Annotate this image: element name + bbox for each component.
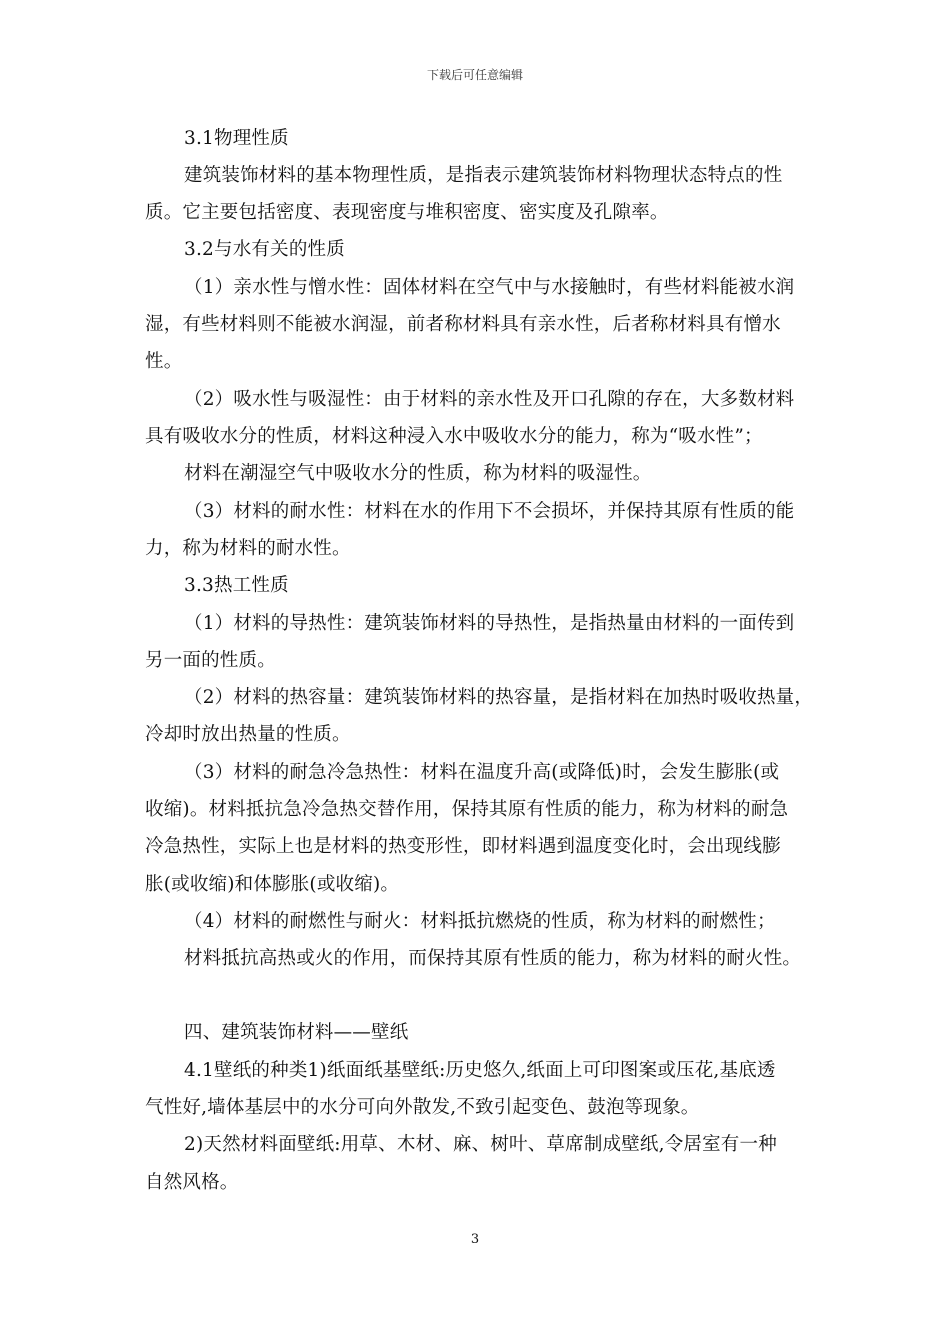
paragraph-line: 胀(或收缩)和体膨胀(或收缩)。: [145, 874, 400, 895]
paragraph-line: 自然风格。: [145, 1172, 239, 1193]
paragraph-line: 另一面的性质。: [145, 650, 276, 671]
section-heading: 3.1物理性质: [184, 128, 289, 149]
paragraph-line: （2）材料的热容量：建筑装饰材料的热容量，是指材料在加热时吸收热量，: [184, 687, 814, 708]
paragraph-line: 冷急热性，实际上也是材料的热变形性，即材料遇到温度变化时，会出现线膨: [145, 836, 781, 857]
paragraph-line: （2）吸水性与吸湿性：由于材料的亲水性及开口孔隙的存在，大多数材料: [184, 389, 795, 410]
paragraph-line: （4）材料的耐燃性与耐火：材料抵抗燃烧的性质，称为材料的耐燃性；: [184, 911, 776, 932]
paragraph-line: 质。它主要包括密度、表现密度与堆积密度、密实度及孔隙率。: [145, 202, 669, 223]
page-header: 下载后可任意编辑: [426, 68, 523, 82]
paragraph-line: 具有吸收水分的性质，材料这种浸入水中吸收水分的能力，称为“吸水性”；: [145, 426, 763, 447]
paragraph-line: （3）材料的耐急冷急热性：材料在温度升高(或降低)时，会发生膨胀(或: [184, 762, 780, 783]
paragraph-line: 气性好,墙体基层中的水分可向外散发,不致引起变色、鼓泡等现象。: [145, 1097, 700, 1118]
paragraph-line: （1）材料的导热性：建筑装饰材料的导热性，是指热量由材料的一面传到: [184, 613, 795, 634]
paragraph-line: （3）材料的耐水性：材料在水的作用下不会损坏，并保持其原有性质的能: [184, 501, 795, 522]
paragraph-line: 建筑装饰材料的基本物理性质，是指表示建筑装饰材料物理状态特点的性: [184, 165, 783, 186]
paragraph-line: 湿，有些材料则不能被水润湿，前者称材料具有亲水性，后者称材料具有憎水: [145, 314, 781, 335]
paragraph-line: 冷却时放出热量的性质。: [145, 724, 351, 745]
page-number: 3: [470, 1232, 480, 1247]
chapter-heading: 四、建筑装饰材料——壁纸: [184, 1022, 409, 1043]
paragraph-line: 4.1壁纸的种类1)纸面纸基壁纸:历史悠久,纸面上可印图案或压花,基底透: [184, 1060, 776, 1081]
paragraph-line: 性。: [145, 351, 183, 372]
paragraph-line: （1）亲水性与憎水性：固体材料在空气中与水接触时，有些材料能被水润: [184, 277, 795, 298]
paragraph-line: 2)天然材料面壁纸:用草、木材、麻、树叶、草席制成壁纸,令居室有一种: [184, 1134, 777, 1155]
paragraph-line: 收缩)。材料抵抗急冷急热交替作用，保持其原有性质的能力，称为材料的耐急: [145, 799, 789, 820]
section-heading: 3.2与水有关的性质: [184, 239, 345, 260]
section-heading: 3.3热工性质: [184, 575, 289, 596]
paragraph-line: 材料在潮湿空气中吸收水分的性质，称为材料的吸湿性。: [184, 463, 652, 484]
paragraph-line: 材料抵抗高热或火的作用，而保持其原有性质的能力，称为材料的耐火性。: [184, 948, 802, 969]
paragraph-line: 力，称为材料的耐水性。: [145, 538, 351, 559]
